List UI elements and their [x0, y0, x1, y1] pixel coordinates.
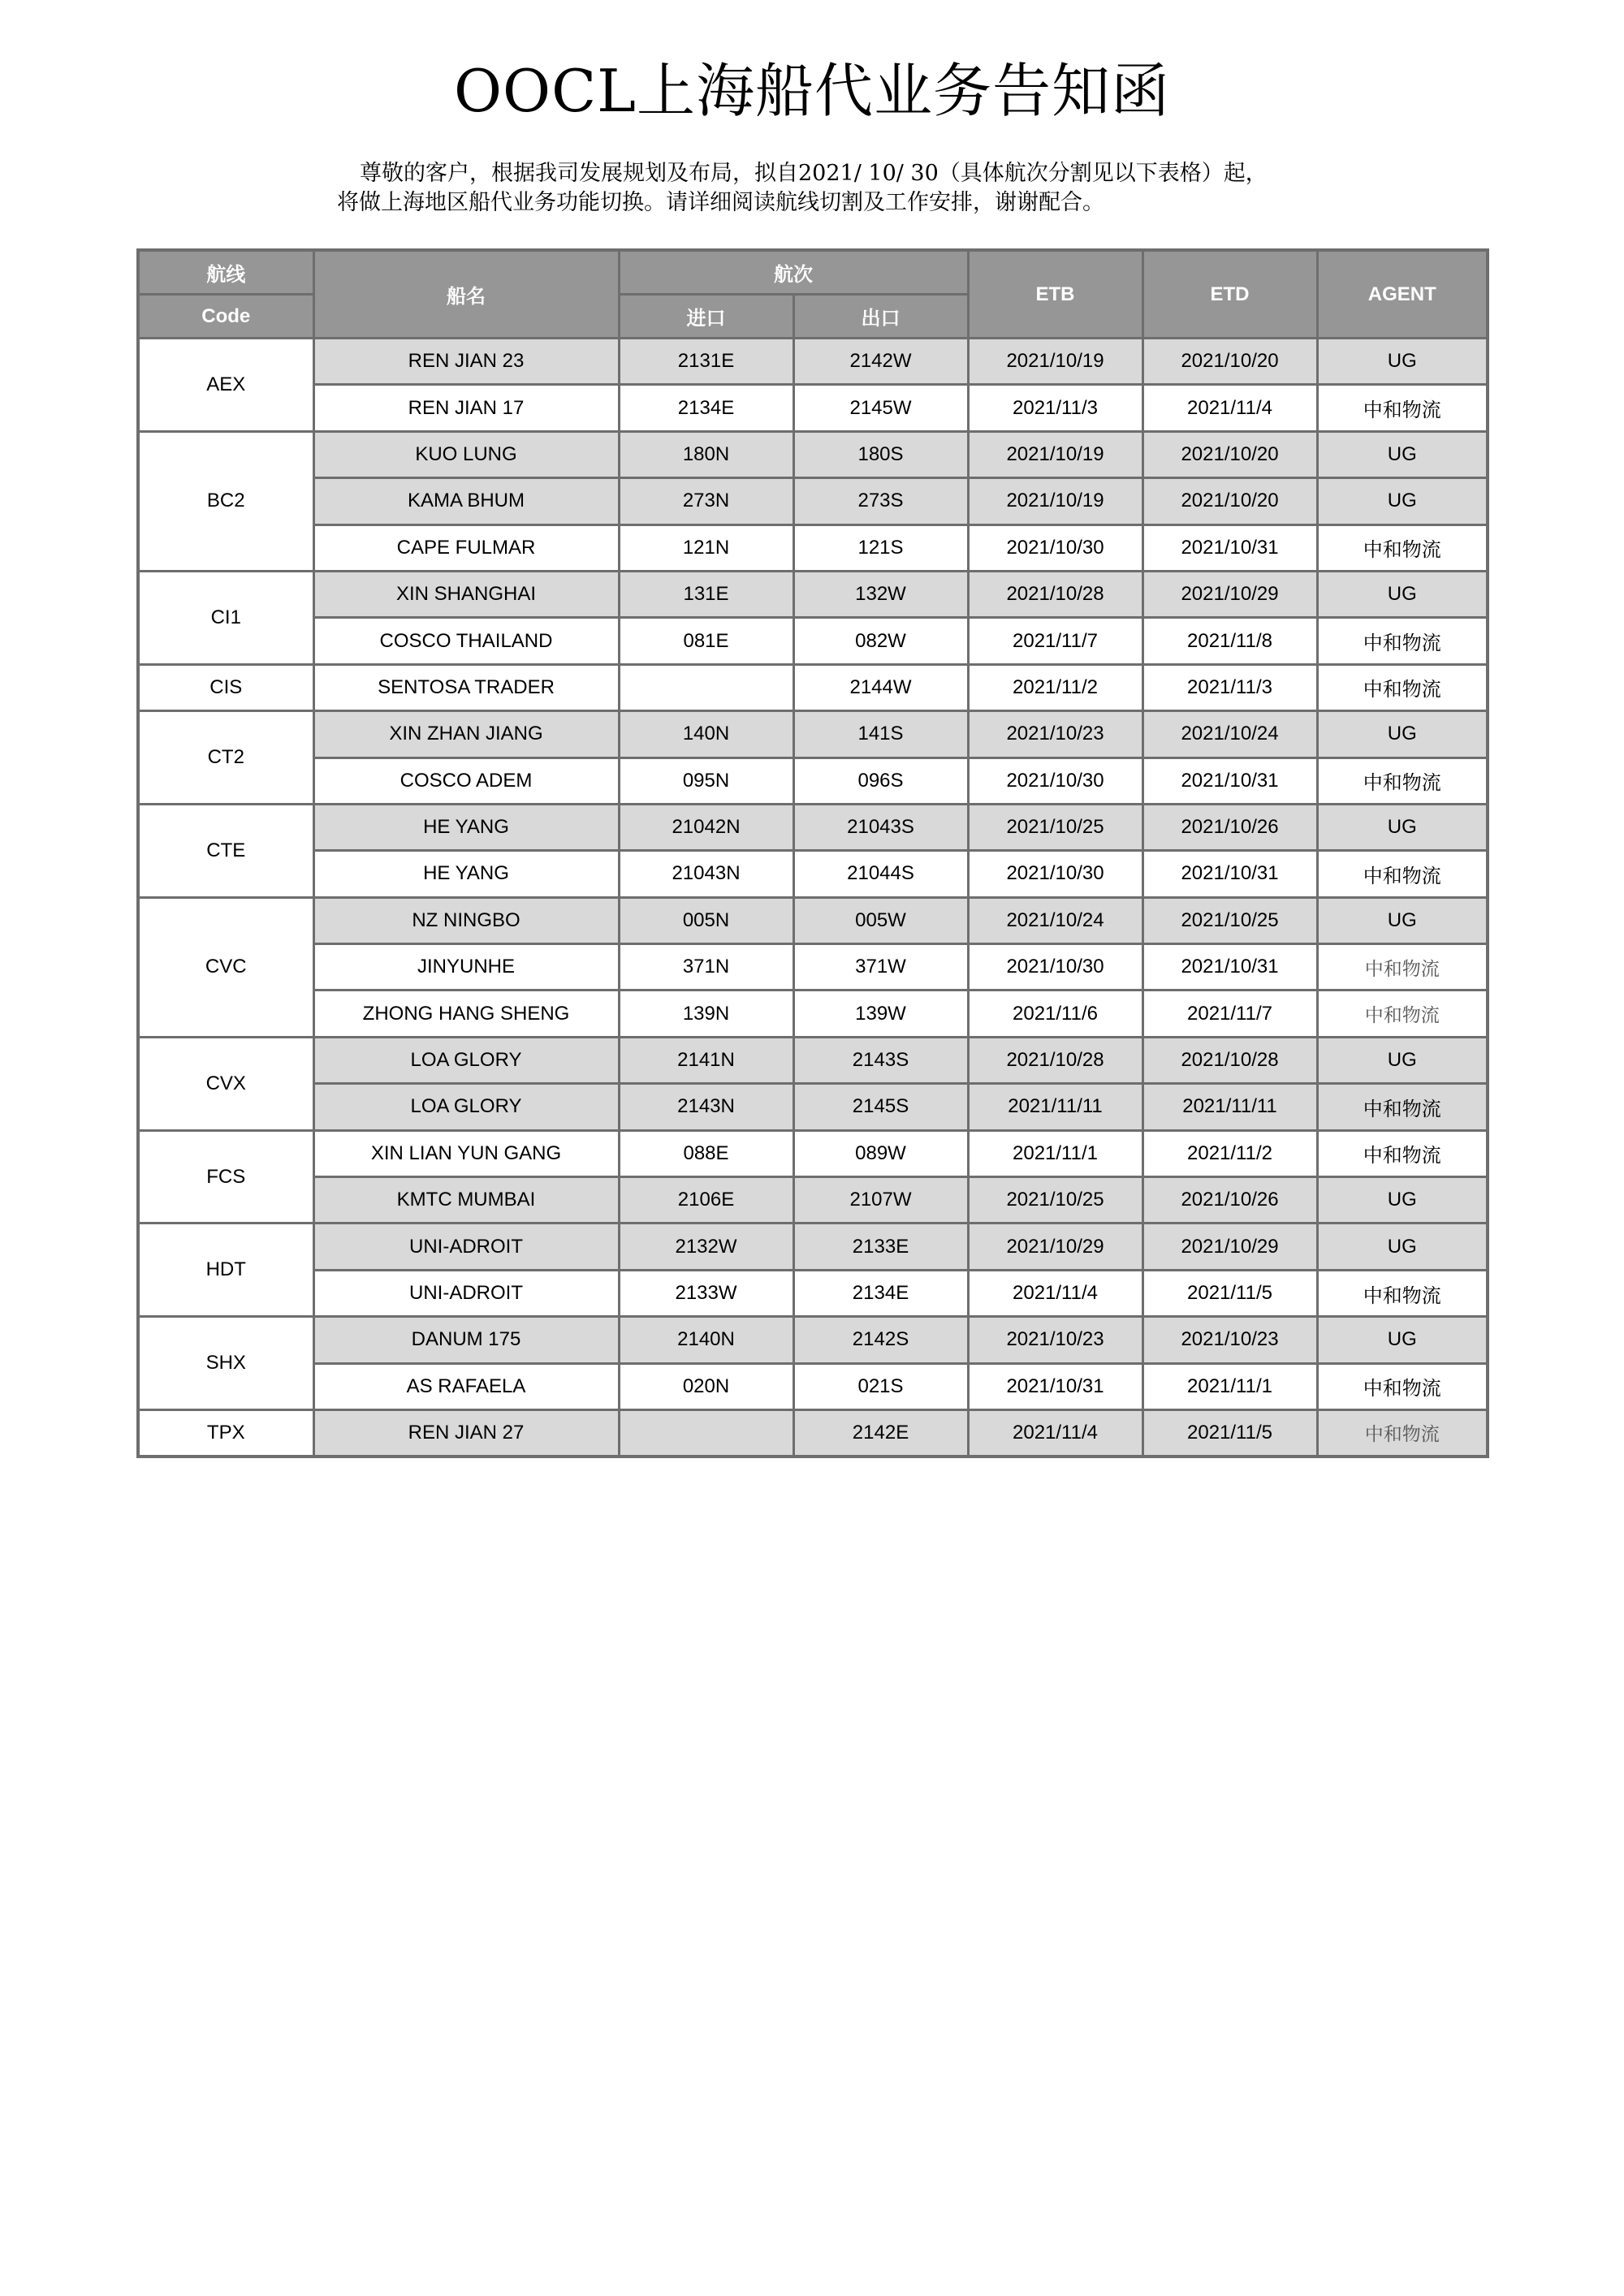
vessel-name-cell: JINYUNHE [313, 944, 619, 990]
table-row [138, 851, 1488, 897]
etb-cell: 2021/10/30 [968, 757, 1142, 804]
table-row [138, 1130, 1488, 1176]
voyage-export-cell: 132W [793, 571, 968, 617]
etd-cell: 2021/10/29 [1142, 1224, 1317, 1270]
header-line-cn: 航线 [138, 250, 313, 295]
etd-cell: 2021/11/5 [1142, 1409, 1317, 1456]
vessel-name-cell: UNI-ADROIT [313, 1270, 619, 1316]
line-code-cell: AEX [138, 339, 313, 432]
voyage-export-cell: 2133E [793, 1224, 968, 1270]
voyage-export-cell: 21043S [793, 804, 968, 850]
header-voyage-import: 进口 [619, 295, 793, 339]
voyage-export-cell: 021S [793, 1363, 968, 1409]
voyage-export-cell: 2145S [793, 1084, 968, 1130]
voyage-import-cell: 2134E [619, 385, 793, 431]
agent-cell: 中和物流 [1317, 1409, 1488, 1456]
agent-cell: UG [1317, 571, 1488, 617]
vessel-name-cell: ZHONG HANG SHENG [313, 990, 619, 1037]
line-code-cell: BC2 [138, 431, 313, 571]
intro-line-1: 尊敬的客户，根据我司发展规划及布局，拟自2021/ 10/ 30（具体航次分割见以下表格）起， [360, 161, 1268, 186]
etb-cell: 2021/11/1 [968, 1130, 1142, 1176]
table-row [138, 1224, 1488, 1270]
voyage-export-cell: 2143S [793, 1037, 968, 1083]
agent-cell: UG [1317, 1317, 1488, 1363]
vessel-name-cell: XIN LIAN YUN GANG [313, 1130, 619, 1176]
etd-cell: 2021/10/20 [1142, 478, 1317, 524]
table-row [138, 618, 1488, 664]
voyage-export-cell: 139W [793, 990, 968, 1037]
etd-cell: 2021/10/31 [1142, 524, 1317, 571]
etb-cell: 2021/11/4 [968, 1409, 1142, 1456]
voyage-export-cell: 089W [793, 1130, 968, 1176]
etb-cell: 2021/10/28 [968, 571, 1142, 617]
agent-cell: UG [1317, 339, 1488, 385]
voyage-import-cell: 371N [619, 944, 793, 990]
voyage-export-cell: 21044S [793, 851, 968, 897]
header-voyage-export: 出口 [793, 295, 968, 339]
etd-cell: 2021/10/20 [1142, 339, 1317, 385]
table-row [138, 804, 1488, 850]
etb-cell: 2021/11/4 [968, 1270, 1142, 1316]
line-code-cell: CT2 [138, 711, 313, 805]
table-row [138, 385, 1488, 431]
line-code-cell: CI1 [138, 571, 313, 664]
voyage-export-cell: 273S [793, 478, 968, 524]
vessel-name-cell: XIN SHANGHAI [313, 571, 619, 617]
table-row [138, 1317, 1488, 1363]
vessel-name-cell: LOA GLORY [313, 1037, 619, 1083]
vessel-name-cell: REN JIAN 17 [313, 385, 619, 431]
etb-cell: 2021/11/2 [968, 664, 1142, 710]
voyage-export-cell: 2142S [793, 1317, 968, 1363]
vessel-name-cell: XIN ZHAN JIANG [313, 711, 619, 757]
agent-cell: UG [1317, 1037, 1488, 1083]
etd-cell: 2021/11/11 [1142, 1084, 1317, 1130]
header-line-code: Code [138, 295, 313, 339]
etb-cell: 2021/11/11 [968, 1084, 1142, 1130]
etd-cell: 2021/11/1 [1142, 1363, 1317, 1409]
vessel-name-cell: REN JIAN 23 [313, 339, 619, 385]
voyage-import-cell: 020N [619, 1363, 793, 1409]
agent-cell: UG [1317, 804, 1488, 850]
etd-cell: 2021/10/26 [1142, 1177, 1317, 1224]
voyage-import-cell: 139N [619, 990, 793, 1037]
header-vessel: 船名 [313, 250, 619, 339]
table-row [138, 1270, 1488, 1316]
vessel-name-cell: KUO LUNG [313, 431, 619, 477]
etb-cell: 2021/10/24 [968, 897, 1142, 943]
voyage-import-cell: 2141N [619, 1037, 793, 1083]
table-row [138, 1037, 1488, 1083]
etd-cell: 2021/10/31 [1142, 944, 1317, 990]
etb-cell: 2021/10/25 [968, 804, 1142, 850]
etd-cell: 2021/10/23 [1142, 1317, 1317, 1363]
voyage-import-cell: 140N [619, 711, 793, 757]
etb-cell: 2021/10/19 [968, 339, 1142, 385]
agent-cell: UG [1317, 431, 1488, 477]
etd-cell: 2021/11/2 [1142, 1130, 1317, 1176]
voyage-export-cell: 2142E [793, 1409, 968, 1456]
etb-cell: 2021/10/30 [968, 944, 1142, 990]
voyage-export-cell: 005W [793, 897, 968, 943]
voyage-export-cell: 2142W [793, 339, 968, 385]
table-row [138, 1409, 1488, 1456]
etb-cell: 2021/11/3 [968, 385, 1142, 431]
line-code-cell: SHX [138, 1317, 313, 1410]
etb-cell: 2021/10/30 [968, 851, 1142, 897]
voyage-import-cell: 2131E [619, 339, 793, 385]
voyage-import-cell: 081E [619, 618, 793, 664]
voyage-import-cell: 005N [619, 897, 793, 943]
vessel-name-cell: HE YANG [313, 851, 619, 897]
line-code-cell: TPX [138, 1409, 313, 1456]
table-header [138, 250, 1488, 339]
agent-cell: UG [1317, 711, 1488, 757]
line-code-cell: CIS [138, 664, 313, 710]
voyage-import-cell [619, 1409, 793, 1456]
table-row [138, 757, 1488, 804]
voyage-export-cell: 096S [793, 757, 968, 804]
etd-cell: 2021/11/7 [1142, 990, 1317, 1037]
voyage-import-cell: 2133W [619, 1270, 793, 1316]
table-row [138, 571, 1488, 617]
table-row [138, 1177, 1488, 1224]
table-row [138, 524, 1488, 571]
etd-cell: 2021/11/8 [1142, 618, 1317, 664]
agent-cell: UG [1317, 478, 1488, 524]
voyage-import-cell [619, 664, 793, 710]
voyage-import-cell: 2143N [619, 1084, 793, 1130]
etb-cell: 2021/10/28 [968, 1037, 1142, 1083]
header-agent: AGENT [1317, 250, 1488, 339]
voyage-import-cell: 2140N [619, 1317, 793, 1363]
etb-cell: 2021/10/29 [968, 1224, 1142, 1270]
voyage-export-cell: 2144W [793, 664, 968, 710]
etd-cell: 2021/11/4 [1142, 385, 1317, 431]
voyage-import-cell: 088E [619, 1130, 793, 1176]
vessel-name-cell: UNI-ADROIT [313, 1224, 619, 1270]
agent-cell: UG [1317, 897, 1488, 943]
line-code-cell: HDT [138, 1224, 313, 1317]
voyage-import-cell: 2132W [619, 1224, 793, 1270]
etd-cell: 2021/10/20 [1142, 431, 1317, 477]
voyage-import-cell: 2106E [619, 1177, 793, 1224]
voyage-export-cell: 180S [793, 431, 968, 477]
etb-cell: 2021/10/23 [968, 1317, 1142, 1363]
table-row [138, 897, 1488, 943]
etd-cell: 2021/10/31 [1142, 757, 1317, 804]
table-row [138, 1084, 1488, 1130]
vessel-name-cell: SENTOSA TRADER [313, 664, 619, 710]
voyage-export-cell: 2134E [793, 1270, 968, 1316]
vessel-name-cell: KAMA BHUM [313, 478, 619, 524]
vessel-name-cell: HE YANG [313, 804, 619, 850]
line-code-cell: CVX [138, 1037, 313, 1130]
etb-cell: 2021/10/19 [968, 478, 1142, 524]
line-code-cell: FCS [138, 1130, 313, 1224]
voyage-import-cell: 121N [619, 524, 793, 571]
header-etb: ETB [968, 250, 1142, 339]
agent-cell: UG [1317, 1224, 1488, 1270]
voyage-export-cell: 371W [793, 944, 968, 990]
voyage-import-cell: 131E [619, 571, 793, 617]
voyage-import-cell: 273N [619, 478, 793, 524]
intro-paragraph [337, 159, 1311, 218]
vessel-name-cell: CAPE FULMAR [313, 524, 619, 571]
agent-cell: 中和物流 [1317, 385, 1488, 431]
vessel-name-cell: DANUM 175 [313, 1317, 619, 1363]
vessel-name-cell: AS RAFAELA [313, 1363, 619, 1409]
intro-line-2: 将做上海地区船代业务功能切换。请详细阅读航线切割及工作安排，谢谢配合。 [337, 190, 1104, 215]
etb-cell: 2021/10/30 [968, 524, 1142, 571]
voyage-export-cell: 141S [793, 711, 968, 757]
table-row [138, 339, 1488, 385]
voyage-import-cell: 21042N [619, 804, 793, 850]
agent-cell: 中和物流 [1317, 1270, 1488, 1316]
agent-cell: UG [1317, 1177, 1488, 1224]
table-row [138, 990, 1488, 1037]
table-row [138, 664, 1488, 710]
etd-cell: 2021/11/3 [1142, 664, 1317, 710]
table-body [138, 339, 1488, 1457]
vessel-schedule-table [136, 248, 1489, 1458]
etd-cell: 2021/10/26 [1142, 804, 1317, 850]
etb-cell: 2021/10/23 [968, 711, 1142, 757]
table-row [138, 944, 1488, 990]
etd-cell: 2021/10/25 [1142, 897, 1317, 943]
vessel-name-cell: COSCO THAILAND [313, 618, 619, 664]
etb-cell: 2021/10/19 [968, 431, 1142, 477]
voyage-export-cell: 2145W [793, 385, 968, 431]
etb-cell: 2021/10/25 [968, 1177, 1142, 1224]
vessel-name-cell: COSCO ADEM [313, 757, 619, 804]
header-etd: ETD [1142, 250, 1317, 339]
agent-cell: 中和物流 [1317, 1130, 1488, 1176]
agent-cell: 中和物流 [1317, 618, 1488, 664]
agent-cell: 中和物流 [1317, 524, 1488, 571]
etd-cell: 2021/10/31 [1142, 851, 1317, 897]
agent-cell: 中和物流 [1317, 1363, 1488, 1409]
agent-cell: 中和物流 [1317, 664, 1488, 710]
voyage-export-cell: 121S [793, 524, 968, 571]
vessel-name-cell: LOA GLORY [313, 1084, 619, 1130]
etb-cell: 2021/11/7 [968, 618, 1142, 664]
agent-cell: 中和物流 [1317, 1084, 1488, 1130]
etd-cell: 2021/10/28 [1142, 1037, 1317, 1083]
page-title: OOCL上海船代业务告知函 [454, 57, 1170, 125]
etd-cell: 2021/10/24 [1142, 711, 1317, 757]
table-row [138, 1363, 1488, 1409]
etd-cell: 2021/10/29 [1142, 571, 1317, 617]
agent-cell: 中和物流 [1317, 990, 1488, 1037]
table-row [138, 431, 1488, 477]
voyage-import-cell: 21043N [619, 851, 793, 897]
voyage-import-cell: 180N [619, 431, 793, 477]
vessel-name-cell: REN JIAN 27 [313, 1409, 619, 1456]
table-row [138, 711, 1488, 757]
etb-cell: 2021/10/31 [968, 1363, 1142, 1409]
header-voyage: 航次 [619, 250, 968, 295]
line-code-cell: CVC [138, 897, 313, 1037]
voyage-export-cell: 082W [793, 618, 968, 664]
voyage-import-cell: 095N [619, 757, 793, 804]
etd-cell: 2021/11/5 [1142, 1270, 1317, 1316]
vessel-name-cell: KMTC MUMBAI [313, 1177, 619, 1224]
etb-cell: 2021/11/6 [968, 990, 1142, 1037]
vessel-name-cell: NZ NINGBO [313, 897, 619, 943]
voyage-export-cell: 2107W [793, 1177, 968, 1224]
line-code-cell: CTE [138, 804, 313, 897]
agent-cell: 中和物流 [1317, 851, 1488, 897]
table-row [138, 478, 1488, 524]
agent-cell: 中和物流 [1317, 944, 1488, 990]
agent-cell: 中和物流 [1317, 757, 1488, 804]
